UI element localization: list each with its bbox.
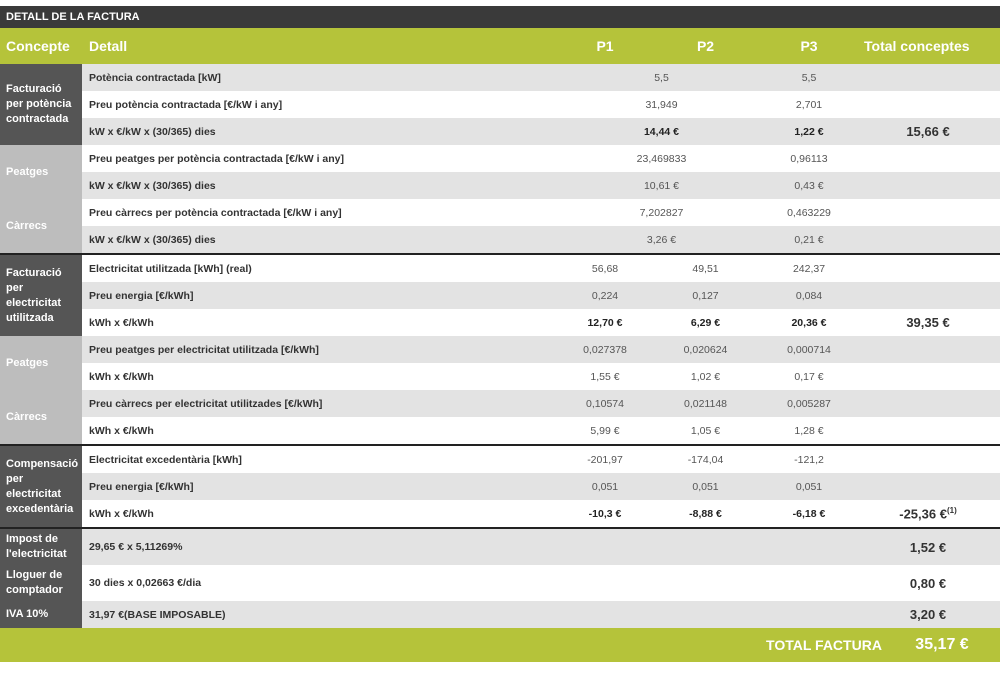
value-p3: 2,701 <box>795 98 823 111</box>
value-p3: 0,084 <box>795 289 823 302</box>
row-detail: 30 dies x 0,02663 €/dia <box>89 577 202 589</box>
group-rows <box>82 64 1000 145</box>
value-p3: 0,96113 <box>790 152 828 165</box>
group-rows <box>82 529 1000 565</box>
header-total: Total conceptes <box>864 38 970 54</box>
value-p3: 0,051 <box>795 480 823 493</box>
value-p1-p2: 31,949 <box>645 98 678 111</box>
value-p1: 12,70 € <box>587 316 623 329</box>
row-total <box>856 607 1000 622</box>
concept-label: Impost de l'electricitat <box>0 529 82 565</box>
value-p2: 0,020624 <box>683 343 728 356</box>
concept-label: IVA 10% <box>0 601 82 628</box>
row-detail: Preu peatges per potència contractada [€/kW i any] <box>89 152 344 165</box>
row-total <box>856 540 1000 555</box>
row-detail: kW x €/kW x (30/365) dies <box>89 179 216 192</box>
value-p2: -174,04 <box>687 453 724 466</box>
total-footer <box>0 628 1000 662</box>
row-group <box>0 253 1000 336</box>
table-row <box>82 118 1000 145</box>
value-p3: -6,18 € <box>792 507 826 520</box>
value-p1-p2: 7,202827 <box>639 206 684 219</box>
concept-label: Càrrecs <box>0 390 82 444</box>
value-p2: 0,051 <box>692 480 719 493</box>
group-rows <box>82 446 1000 527</box>
row-group <box>0 601 1000 628</box>
row-detail: 29,65 € x 5,11269% <box>89 541 183 553</box>
row-detail: kWh x €/kWh <box>89 316 154 329</box>
table-row <box>82 226 1000 253</box>
table-row <box>82 446 1000 473</box>
concept-label: Càrrecs <box>0 199 82 253</box>
header-detall: Detall <box>89 38 128 54</box>
table-row <box>82 417 1000 444</box>
value-p3: 0,21 € <box>794 233 824 246</box>
row-detail: Electricitat utilitzada [kWh] (real) <box>89 262 252 275</box>
table-row <box>82 565 1000 601</box>
row-group <box>0 527 1000 565</box>
value-p3: 20,36 € <box>791 316 827 329</box>
table-row <box>82 363 1000 390</box>
group-rows <box>82 336 1000 390</box>
table-row <box>82 199 1000 226</box>
row-total <box>856 315 1000 330</box>
value-p1: 0,051 <box>591 480 619 493</box>
value-p3: 5,5 <box>801 71 817 84</box>
group-rows <box>82 565 1000 601</box>
value-p1: 1,55 € <box>590 370 620 383</box>
row-group <box>0 390 1000 444</box>
table-row <box>82 172 1000 199</box>
footnote-ref: (1) <box>946 505 957 515</box>
table-row <box>82 64 1000 91</box>
concept-label: Facturació per electricitat utilitzada <box>0 255 82 336</box>
group-rows <box>82 255 1000 336</box>
table-row <box>82 529 1000 565</box>
value-p2: -8,88 € <box>689 507 722 520</box>
concept-label: Facturació per potència contractada <box>0 64 82 145</box>
value-p1-p2: 23,469833 <box>636 152 687 165</box>
row-detail: Preu potència contractada [€/kW i any] <box>89 98 283 111</box>
table-row <box>82 500 1000 527</box>
table-row <box>82 473 1000 500</box>
row-detail: 31,97 €(BASE IMPOSABLE) <box>89 608 226 621</box>
value-p1-p2: 3,26 € <box>646 233 677 246</box>
group-rows <box>82 601 1000 628</box>
row-group <box>0 565 1000 601</box>
row-group <box>0 145 1000 199</box>
value-p1-p2: 10,61 € <box>643 179 680 192</box>
row-detail: kW x €/kW x (30/365) dies <box>89 233 216 246</box>
row-total <box>856 124 1000 139</box>
row-detail: kWh x €/kWh <box>89 507 154 520</box>
value-p1: 0,224 <box>591 289 619 302</box>
value-p1: -201,97 <box>587 453 623 466</box>
total-value: -25,36 € <box>899 506 947 522</box>
row-detail: Potència contractada [kW] <box>89 71 221 84</box>
header-p2: P2 <box>696 38 715 54</box>
value-p3: 1,22 € <box>794 125 824 138</box>
header-p1: P1 <box>596 38 614 54</box>
value-p3: 0,463229 <box>787 206 831 219</box>
value-p1-p2: 14,44 € <box>643 125 680 138</box>
value-p3: -121,2 <box>794 453 824 466</box>
table-title: DETALL DE LA FACTURA <box>0 6 1000 28</box>
table-row <box>82 309 1000 336</box>
row-detail: Electricitat excedentària [kWh] <box>89 453 242 466</box>
table-row <box>82 601 1000 628</box>
row-detail: Preu peatges per electricitat utilitzada [€/kWh] <box>89 343 319 356</box>
total-value: 1,52 € <box>909 539 947 555</box>
row-detail: kWh x €/kWh <box>89 370 154 383</box>
value-p1: 0,10574 <box>586 397 624 410</box>
concept-label: Lloguer de comptador <box>0 565 82 601</box>
value-p2: 6,29 € <box>690 316 721 329</box>
table-header <box>0 28 1000 64</box>
total-value: 15,66 € <box>906 124 950 139</box>
row-detail: Preu càrrecs per electricitat utilitzades [€/kWh] <box>89 397 323 410</box>
table-row <box>82 282 1000 309</box>
table-row <box>82 336 1000 363</box>
group-rows <box>82 145 1000 199</box>
row-detail: Preu càrrecs per potència contractada [€/kW i any] <box>89 206 342 219</box>
table-row <box>82 145 1000 172</box>
row-total <box>856 506 1000 521</box>
concept-label: Peatges <box>0 336 82 390</box>
value-p3: 1,28 € <box>794 424 824 437</box>
concept-label: Peatges <box>0 145 82 199</box>
table-body <box>0 64 1000 628</box>
header-concepte: Concepte <box>6 38 70 54</box>
total-value: 0,80 € <box>909 575 947 591</box>
table-row <box>82 255 1000 282</box>
value-p1: 56,68 <box>591 262 619 275</box>
value-p1-p2: 5,5 <box>654 71 669 84</box>
group-rows <box>82 390 1000 444</box>
value-p1: -10,3 € <box>588 507 622 520</box>
value-p2: 0,127 <box>692 289 719 302</box>
value-p3: 0,43 € <box>794 179 824 192</box>
row-group <box>0 64 1000 145</box>
row-group <box>0 199 1000 253</box>
group-rows <box>82 199 1000 253</box>
value-p3: 0,005287 <box>787 397 831 410</box>
row-group <box>0 336 1000 390</box>
value-p2: 1,05 € <box>690 424 721 437</box>
invoice-detail <box>0 6 1000 696</box>
value-p3: 0,000714 <box>787 343 831 356</box>
value-p1: 5,99 € <box>590 424 620 437</box>
table-row <box>82 390 1000 417</box>
row-group <box>0 444 1000 527</box>
total-value: 39,35 € <box>906 315 950 330</box>
header-p3: P3 <box>800 38 818 54</box>
total-value: 35,17 € <box>915 636 969 653</box>
total-value: 3,20 € <box>909 607 947 622</box>
row-detail: kWh x €/kWh <box>89 424 154 437</box>
table-row <box>82 91 1000 118</box>
value-p3: 242,37 <box>792 262 826 275</box>
concept-label: Compensació per electricitat excedentària <box>0 446 82 527</box>
value-p2: 1,02 € <box>690 370 721 383</box>
value-p3: 0,17 € <box>794 370 824 383</box>
row-detail: kW x €/kW x (30/365) dies <box>89 125 216 138</box>
row-detail: Preu energia [€/kWh] <box>89 480 194 493</box>
total-label: TOTAL FACTURA <box>766 637 882 653</box>
value-p2: 49,51 <box>692 262 719 275</box>
value-p2: 0,021148 <box>683 397 727 410</box>
row-detail: Preu energia [€/kWh] <box>89 289 194 302</box>
row-total <box>856 576 1000 591</box>
value-p1: 0,027378 <box>583 343 627 356</box>
